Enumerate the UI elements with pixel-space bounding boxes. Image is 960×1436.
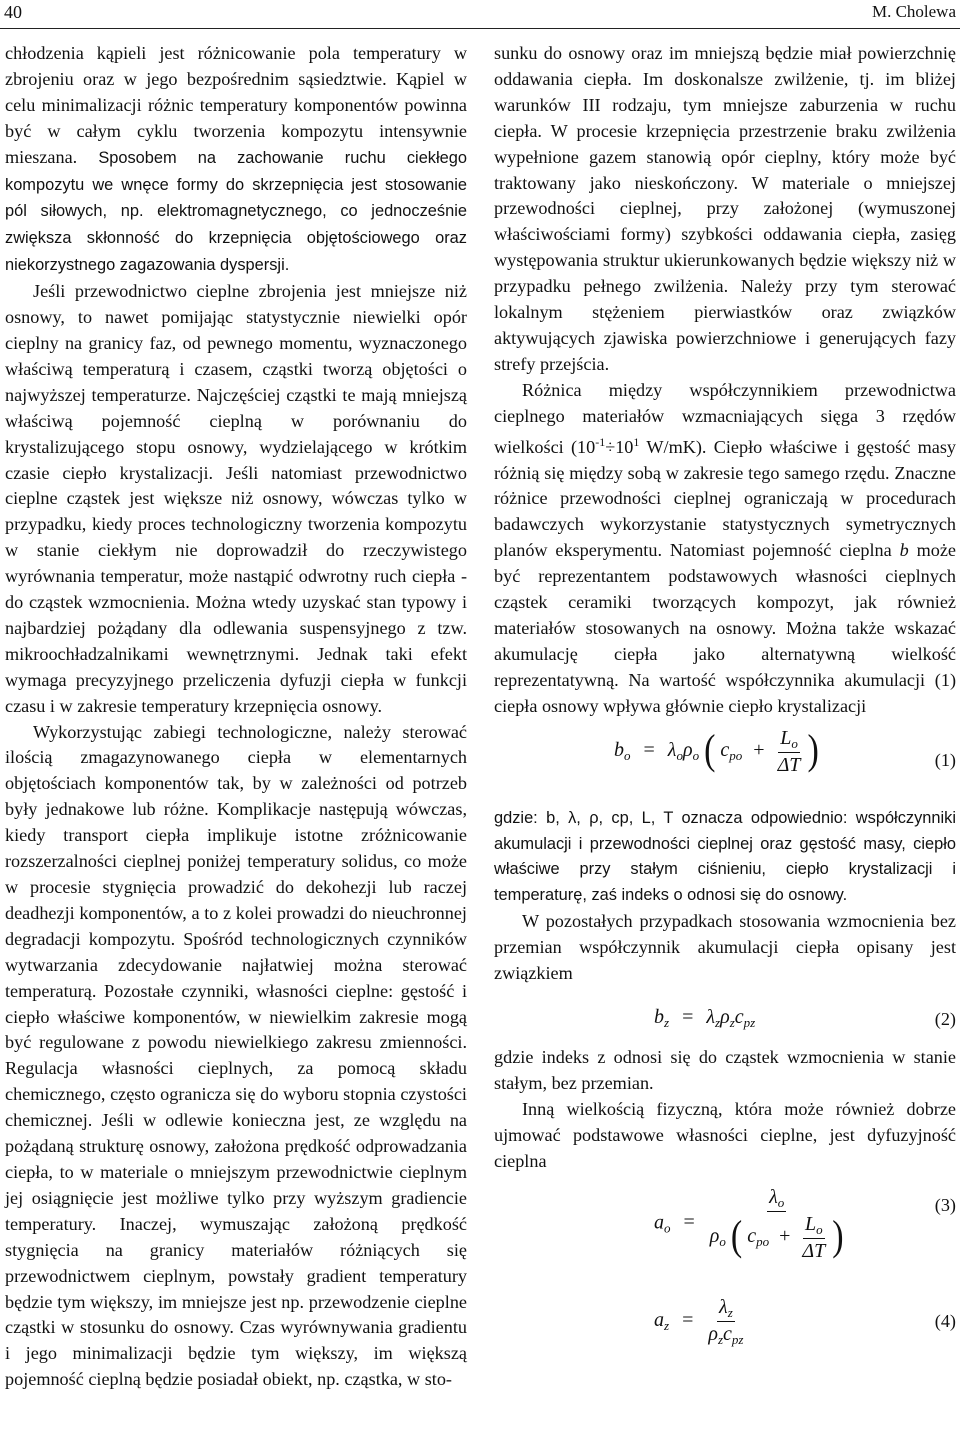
running-author: M. Cholewa (871, 2, 956, 21)
paragraph: gdzie indeks z odnosi się do cząstek wzmocnienia w stanie stałym, bez przemian. (494, 1046, 956, 1093)
equation-1: $b_o = \lambda_o\rho_o$ ( $c_{po}$ + $\frac{L_o}{\Delta T}$ ) (1) (614, 726, 956, 776)
paragraph: W pozostałych przypadkach stosowania wzmocnienia bez przemian współczynnik akumulacji ciepła opisany jest związkiem (494, 911, 956, 984)
equation-number: (4) (934, 1310, 956, 1331)
paragraph: Różnica między współczynnikiem przewodnictwa cieplnego materiałów wzmacniających sięga 3 rzędów wielkości ($10^{-1}\div 10^1$ W/mK). Ciepło właściwe i gęstość masy różnią się między sobą w zakresie tego samego rzędu. Znaczne różnice przewodności cieplnej ograniczają w procedurach badawczych wykorzystanie statystycznych symetrycznych planów eksperymentu. Natomiast pojemność cieplna b może być reprezentantem podstawowych własności cieplnych cząstek ceramiki tworzących kompozyt, jak również materiałów stosowanych na osnowy. Można także wskazać akumulację ciepła jako alternatywną wielkość reprezentatywną. Na wartość współczynnika akumulacji (1) ciepła osnowy wpływa głównie ciepło krystalizacji (494, 379, 956, 716)
paragraph: chłodzenia kąpieli jest różnicowanie pola temperatury w zbrojeniu oraz w jego bezpośrednim sąsiedztwie. Kąpiel w celu minimalizacji różnic temperatury komponentów powinna być w całym cyklu tworzenia kompozytu intensywnie mieszana. Sposobem na zachowanie ruchu ciekłego kompozytu we wnęce formy do skrzepnięcia jest stosowanie pól siłowych, np. elektromagnetycznego, co jednocześnie zwiększa skłonność do krzepnięcia objętościowego oraz niekorzystnego zagazowania dyspersji. (5, 43, 467, 275)
paragraph: Jeśli przewodnictwo cieplne zbrojenia jest mniejsze niż osnowy, to nawet pomijając statystycznie niewielki opór cieplny na granicy faz, od pewnego momentu, wyznaczonego właściwą temperaturą i czasem, cząstki tworzą objętości o najwyższej temperaturze. Najczęściej cząstki te mają mniejszą właściwą pojemność cieplną w porównaniu do krystalizującego stopu osnowy, wydzielającego w krótkim czasie ciepło krystalizacji. Jeśli natomiast przewodnictwo cieplne cząstek jest większe niż osnowy, wówczas tylko w przypadku, kiedy proces technologiczny tworzenia kompozytu w stanie ciekłym nie doprowadził do rzeczywistego wyrównania temperatur, może nastąpić odwrotny ruch ciepła - do cząstek wzmocnienia. Można wtedy uzyskać stan typowy i najbardziej pożądany dla odlewania suspensyjnego z tzw. mikroochładzalnikami wewnętrznymi. Jednak taki efekt wymaga precyzyjnego przeliczenia dyfuzji ciepła w funkcji czasu i w zakresie temperatury krzepnięcia osnowy. (5, 281, 467, 716)
page-header (0, 0, 960, 29)
equation-number: (3) (934, 1194, 956, 1215)
equation-4: $a_z$ = $\frac{\lambda_z}{\rho_zc_{pz}}$ (4) (654, 1295, 956, 1347)
paragraph: Inną wielkością fizyczną, która może również dobrze ujmować podstawowe własności cieplne, jest dyfuzyjność cieplna (494, 1098, 956, 1171)
paragraph: Wykorzystując zabiegi technologiczne, należy sterować ilością zmagazynowanego ciepła w elementarnych objętościach komponentów tak, by w zależności od potrzeb były jednakowe lub różne. Komplikacje następują wówczas, kiedy transport ciepła implikuje istotne zróżnicowanie rozszerzalności cieplnej poniżej temperatury solidus, co może w procesie stygnięcia prowadzić do dekohezji lub raczej deadhezji komponentów, a to z kolei prowadzi do nieuchronnej degradacji kompozytu. Spośród technologicznych czynników wytwarzania zdecydowanie najłatwiej można sterować temperaturą. Pozostałe czynniki, własności cieplne: gęstość i ciepło właściwe komponentów, w niewielkim zakresie mogą być regulowane z powodu niewielkiego zakresu zmienności. Regulacja własności cieplnych, za pomocą składu chemicznego, często ogranicza się do wyboru stopnia czystości chemicznej. Jeśli w odlewie konieczna jest, ze względu na pożądaną strukturę osnowy, założona prędkość odprowadzania ciepła, to w materiale o mniejszym przewodnictwie cieplnym jej osiągnięcie jest możliwe tylko przy wyższym gradiencie temperatury. Inaczej, wymuszając założoną prędkość stygnięcia na granicy materiałów różniących się przewodnictwem cieplnym, powstały gradient temperatury będzie tym większy, im mniejsze jest np. przewodzenie cieplne cząstki w stosunku do osnowy. Czas wyrównywania gradientu i jego minimalizacji będzie tym większy, im większą pojemność cieplną będzie posiadał obiekt, np. cząstka, w sto- (5, 721, 467, 1390)
paragraph: gdzie: b, λ, ρ, cp, L, T oznacza odpowiednio: współczynniki akumulacji i przewodności cieplnej oraz gęstość masy, ciepło właściwe przy stałym ciśnieniu, ciepło krystalizacji i temperaturę, zaś indeks o odnosi się do osnowy. (494, 808, 956, 905)
equation-number: (1) (934, 749, 956, 770)
equation-3: $a_o$ = $\lambda_o$ $\rho_o$ ( $c_{po}$ + $\frac{L_o}{\Delta T}$ ) (3) (654, 1185, 956, 1262)
left-column (5, 41, 467, 1393)
paragraph: sunku do osnowy oraz im mniejszą będzie miał powierzchnię oddawania ciepła. Im doskonalsze zwilżenie, tj. im bliżej warunków III rodzaju, tym mniejsze zaburzenia w ruchu ciepła. W procesie krzepnięcia przestrzenie braku zwilżenia wypełnione gazem stanowią opór cieplny, który może być traktowany jako nieskończony. W materiale o mniejszej przewodności cieplnej, przy założonej (wymuszonej właściwościami formy) szybkości oddawania ciepła, zasięg występowania struktur ukierunkowanych będzie większy niż w przypadku pełnego zwilżenia. Należy przy tym sterować lokalnym stężeniem pierwiastków oraz związków aktywujących zjawiska powierzchniowe i generujących fazy strefy przejścia. (494, 43, 956, 374)
page-number: 40 (4, 2, 22, 22)
equation-2: $b_z = \lambda_z\rho_zc_{pz}$ (2) (494, 987, 956, 1045)
right-column (494, 41, 956, 1369)
equation-number: (2) (934, 1008, 956, 1029)
